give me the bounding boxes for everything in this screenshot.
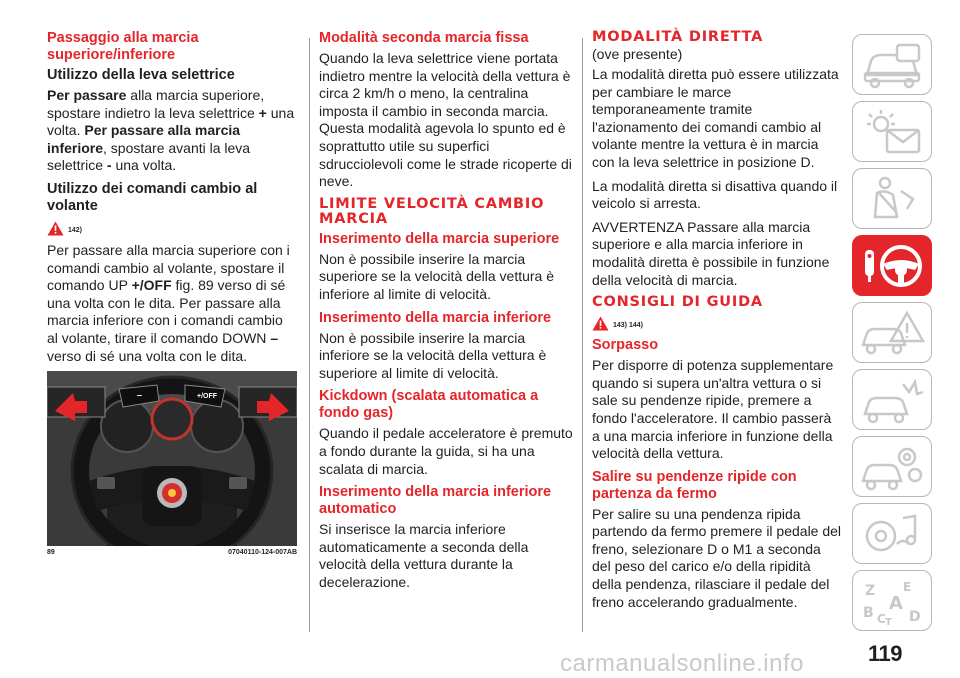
figure-caption	[47, 549, 297, 556]
paragraph-hill-start: Per salire su una pendenza ripida partendo da fermo premere il pedale del freno, selezionare D o M1 a seconda del peso del carico e/o della ripidità della pendenza, rilasciare il pedale del freno accelerando gradualmente.	[592, 505, 842, 610]
multimedia-icon	[857, 508, 927, 560]
heading-upshift: Inserimento della marcia superiore	[319, 230, 560, 247]
paragraph-paddle-shifters: Per passare alla marcia superiore con i comandi cambio al volante, spostare il comando UP +/OFF fig. 89 verso di sé una volta con le dita. Per passare alla marcia inferiore con i comandi cambio al volante, tirare il comando DOWN – verso di sé una volta con le dita.	[47, 241, 290, 364]
svg-text:B: B	[863, 604, 874, 621]
figure-code: 07040110-124-007AB	[228, 549, 297, 557]
heading-driving-tips: CONSIGLI DI GUIDA	[592, 294, 763, 311]
svg-text:Z: Z	[865, 582, 876, 599]
tab-warning-lights[interactable]	[852, 101, 932, 162]
heading-direct-mode: MODALITÀ DIRETTA	[592, 29, 764, 45]
tab-index[interactable]	[852, 570, 932, 631]
heading-hill-start: Salire su pendenze ripide con partenza da fermo	[592, 468, 797, 502]
subheading-where-present: (ove presente)	[592, 46, 683, 62]
car-crash-icon	[857, 374, 927, 426]
tab-safety[interactable]	[852, 168, 932, 229]
chapter-tabs	[852, 34, 932, 637]
service-gear-icon	[857, 441, 927, 493]
warning-ref-142: 142)	[47, 221, 297, 236]
svg-text:T: T	[885, 616, 892, 627]
paragraph-kickdown: Quando il pedale acceleratore è premuto a fondo durante la guida, si ha una scalata di marcia.	[319, 425, 573, 477]
figure-steering-wheel-paddles	[47, 371, 297, 546]
tab-multimedia[interactable]	[852, 503, 932, 564]
column-1	[47, 30, 297, 556]
svg-text:C: C	[877, 611, 886, 626]
heading-second-gear-mode: Modalità seconda marcia fissa	[319, 30, 529, 46]
seatbelt-icon	[857, 173, 927, 225]
warning-ref-143-144: 143) 144)	[592, 316, 842, 331]
warning-triangle-icon	[592, 316, 609, 331]
svg-text:E: E	[903, 579, 912, 594]
car-dashboard-icon	[857, 39, 927, 91]
paragraph-selector-lever: Per passare alla marcia superiore, spostare indietro la leva selettrice + una volta. Per passare alla marcia inferiore, spostare avanti la leva selettrice - una volta.	[47, 87, 295, 174]
paragraph-direct-mode-2: La modalità diretta si disattiva quando il veicolo si arresta.	[592, 177, 838, 212]
heading-kickdown: Kickdown (scalata automatica a fondo gas)	[319, 388, 539, 422]
heading-speed-limit: LIMITE VELOCITÀ CAMBIO MARCIA	[319, 195, 545, 227]
figure-number: 89	[47, 549, 55, 557]
column-divider-2	[582, 38, 583, 632]
heading-downshift: Inserimento della marcia inferiore	[319, 309, 552, 326]
paragraph-direct-mode-1: La modalità diretta può essere utilizzata per cambiare le marce temporaneamente tramite l'azionamento dei comandi cambio al volante mentre la vettura è in marcia con la leva selettrice in posizione D.	[592, 66, 839, 170]
heading-selector-lever: Utilizzo della leva selettrice	[47, 67, 235, 83]
warning-lights-icon	[857, 106, 927, 158]
warning-triangle-icon	[47, 221, 64, 236]
column-divider-1	[309, 38, 310, 632]
tab-emergency[interactable]	[852, 369, 932, 430]
steering-wheel-icon	[857, 240, 927, 292]
svg-text:D: D	[909, 608, 921, 625]
tab-maintenance[interactable]	[852, 436, 932, 497]
tab-dashboard[interactable]	[852, 34, 932, 95]
paragraph-downshift: Non è possibile inserire la marcia inferiore se la velocità della vettura è superiore al limite di velocità.	[319, 329, 547, 381]
steering-wheel-photo	[47, 371, 297, 546]
fig-label-up: +/OFF	[197, 393, 218, 401]
tab-starting-driving[interactable]	[852, 235, 932, 296]
column-3	[592, 30, 842, 617]
tab-warnings[interactable]	[852, 302, 932, 363]
heading-overtaking: Sorpasso	[592, 337, 659, 354]
alphabetical-index-icon	[857, 575, 927, 627]
heading-paddle-shifters: Utilizzo dei comandi cambio al volante	[47, 180, 258, 214]
page-number: 119	[868, 641, 902, 666]
paragraph-second-gear-mode: Quando la leva selettrice viene portata indietro mentre la velocità della vettura è circa 2 km/h o meno, la centralina imposta il cambio in seconda marcia. Questa modalità agevola lo spunto ed è soprattutto utile su superfici sdrucciolevoli come le strade ricoperte di neve.	[319, 50, 572, 190]
heading-auto-downshift: Inserimento della marcia inferiore automatico	[319, 484, 552, 518]
svg-text:A: A	[889, 592, 903, 614]
car-warning-icon	[857, 307, 927, 359]
paragraph-direct-mode-warning: AVVERTENZA Passare alla marcia superiore e alla marcia inferiore in modalità diretta è possibile in funzione della velocità di marcia.	[592, 218, 830, 288]
watermark: carmanualsonline.info	[560, 650, 804, 677]
paragraph-upshift: Non è possibile inserire la marcia superiore se la velocità della vettura è inferiore al limite di velocità.	[319, 250, 555, 302]
fig-label-down: –	[137, 390, 143, 401]
column-2	[319, 30, 573, 597]
heading-gear-shift: Passaggio alla marcia superiore/inferiore	[47, 30, 199, 63]
paragraph-overtaking: Per disporre di potenza supplementare quando si supera un'altra vettura o si sale su pendenze ripide, premere a fondo l'acceleratore. Il cambio passerà a una marcia inferiore in funzione della velocità della vettura.	[592, 357, 834, 462]
paragraph-auto-downshift: Si inserisce la marcia inferiore automaticamente a seconda della velocità della vettura durante la decelerazione.	[319, 521, 529, 590]
